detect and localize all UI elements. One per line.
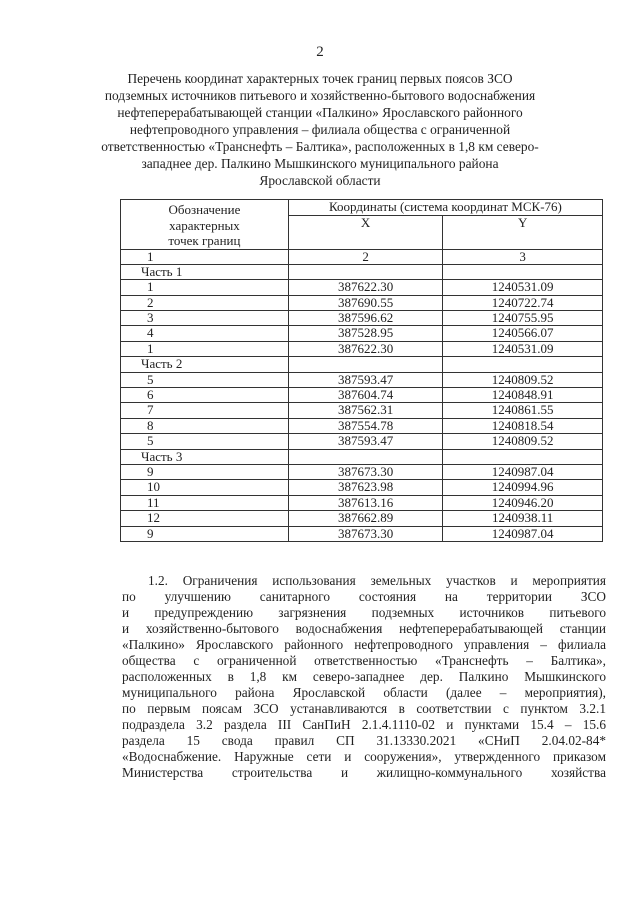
point-number: 2	[121, 295, 289, 310]
paragraph-line: по первым поясам ЗСО устанавливаются в соответствии с пунктом 3.2.1	[122, 701, 606, 716]
part-row	[121, 357, 603, 372]
header-point-line: характерных	[169, 217, 240, 233]
heading-line: ответственностью «Транснефть – Балтика», расположенных в 1,8 км северо-	[101, 139, 539, 154]
paragraph-line: раздела 15 свода правил СП 31.13330.2021 «СНиП 2.04.02-84*	[122, 733, 606, 748]
coordinate-y: 1240938.11	[443, 511, 603, 526]
heading-line: Перечень координат характерных точек границ первых поясов ЗСО	[127, 71, 513, 86]
empty-cell	[288, 449, 442, 464]
document-heading	[100, 70, 540, 189]
part-row	[121, 449, 603, 464]
paragraph-line: и хозяйственно-бытового водоснабжения нефтеперерабатывающей станции	[122, 621, 606, 636]
point-number: 3	[121, 311, 289, 326]
coordinate-x: 387604.74	[288, 388, 442, 403]
table-row	[121, 326, 603, 341]
heading-line: Ярославской области	[259, 173, 381, 188]
point-number: 1	[121, 280, 289, 295]
coordinate-x: 387613.16	[288, 495, 442, 510]
coordinate-y: 1240861.55	[443, 403, 603, 418]
coordinate-y: 1240987.04	[443, 526, 603, 541]
coordinate-x: 387690.55	[288, 295, 442, 310]
restrictions-paragraph	[122, 573, 606, 781]
header-x: X	[288, 216, 442, 249]
point-number: 5	[121, 372, 289, 387]
header-coordinates: Координаты (система координат МСК-76)	[288, 200, 602, 216]
heading-line: нефтепроводного управления – филиала общества с ограниченной	[129, 122, 511, 137]
empty-cell	[288, 357, 442, 372]
coordinate-x: 387593.47	[288, 372, 442, 387]
coordinate-x: 387593.47	[288, 434, 442, 449]
coordinate-y: 1240994.96	[443, 480, 603, 495]
table-row	[121, 480, 603, 495]
coordinate-x: 387622.30	[288, 280, 442, 295]
table-row	[121, 341, 603, 356]
table-row	[121, 403, 603, 418]
column-number: 2	[288, 249, 442, 264]
point-number: 8	[121, 418, 289, 433]
coordinate-y: 1240818.54	[443, 418, 603, 433]
part-label: Часть 2	[121, 357, 289, 372]
part-label: Часть 3	[121, 449, 289, 464]
point-number: 1	[121, 341, 289, 356]
table-row	[121, 280, 603, 295]
table-row	[121, 526, 603, 541]
heading-line: подземных источников питьевого и хозяйственно-бытового водоснабжения	[104, 88, 536, 103]
point-number: 5	[121, 434, 289, 449]
paragraph-line: муниципального района Ярославской области (далее – мероприятия),	[122, 685, 606, 700]
page-number: 2	[316, 44, 324, 60]
coordinate-x: 387662.89	[288, 511, 442, 526]
table-row	[121, 434, 603, 449]
part-label: Часть 1	[121, 264, 289, 279]
empty-cell	[443, 357, 603, 372]
coordinate-x: 387673.30	[288, 464, 442, 479]
coordinate-x: 387596.62	[288, 311, 442, 326]
paragraph-line: 1.2. Ограничения использования земельных участков и мероприятия	[148, 573, 606, 588]
heading-line: западнее дер. Палкино Мышкинского муниципального района	[141, 156, 499, 171]
point-number: 4	[121, 326, 289, 341]
table-row	[121, 311, 603, 326]
paragraph-line: подраздела 3.2 раздела III СанПиН 2.1.4.1110-02 и пунктами 15.4 – 15.6	[122, 717, 606, 732]
table-row	[121, 418, 603, 433]
coordinate-x: 387623.98	[288, 480, 442, 495]
coordinate-y: 1240755.95	[443, 311, 603, 326]
point-number: 9	[121, 464, 289, 479]
point-number: 6	[121, 388, 289, 403]
header-point-designation	[121, 200, 289, 250]
header-point-line: Обозначение	[168, 202, 241, 217]
paragraph-line: общества с ограниченной ответственностью «Транснефть – Балтика»,	[122, 653, 606, 668]
paragraph-line: «Палкино» Ярославского районного нефтепроводного управления – филиала	[122, 637, 606, 652]
point-number: 9	[121, 526, 289, 541]
coordinate-y: 1240946.20	[443, 495, 603, 510]
coordinate-y: 1240809.52	[443, 372, 603, 387]
coordinate-y: 1240987.04	[443, 464, 603, 479]
table-row	[121, 388, 603, 403]
coordinate-y: 1240848.91	[443, 388, 603, 403]
empty-cell	[443, 264, 603, 279]
coordinate-y: 1240531.09	[443, 341, 603, 356]
coordinate-x: 387554.78	[288, 418, 442, 433]
empty-cell	[443, 449, 603, 464]
header-point-line: точек границ	[168, 233, 241, 248]
point-number: 7	[121, 403, 289, 418]
table-row	[121, 511, 603, 526]
paragraph-line: по улучшению санитарного состояния на территории ЗСО	[122, 589, 606, 604]
table-row	[121, 295, 603, 310]
part-row	[121, 264, 603, 279]
paragraph-line: и предупреждению загрязнения подземных источников питьевого	[122, 605, 606, 620]
table-row	[121, 372, 603, 387]
point-number: 10	[121, 480, 289, 495]
header-y: Y	[443, 216, 603, 249]
point-number: 12	[121, 511, 289, 526]
coordinates-table	[120, 199, 603, 542]
coordinate-y: 1240809.52	[443, 434, 603, 449]
table-row	[121, 464, 603, 479]
table-row	[121, 495, 603, 510]
column-number: 3	[443, 249, 603, 264]
paragraph-line: расположенных в 1,8 км северо-западнее дер. Палкино Мышкинского	[122, 669, 606, 684]
coordinate-y: 1240566.07	[443, 326, 603, 341]
coordinate-x: 387622.30	[288, 341, 442, 356]
coordinate-y: 1240531.09	[443, 280, 603, 295]
point-number: 11	[121, 495, 289, 510]
coordinate-x: 387562.31	[288, 403, 442, 418]
column-number: 1	[121, 249, 289, 264]
coordinate-y: 1240722.74	[443, 295, 603, 310]
coordinate-x: 387673.30	[288, 526, 442, 541]
heading-line: нефтеперерабатывающей станции «Палкино» Ярославского районного	[117, 105, 523, 120]
paragraph-line: Министерства строительства и жилищно-коммунального хозяйства	[122, 765, 606, 780]
coordinate-x: 387528.95	[288, 326, 442, 341]
paragraph-line: «Водоснабжение. Наружные сети и сооружения», утвержденного приказом	[122, 749, 606, 764]
empty-cell	[288, 264, 442, 279]
